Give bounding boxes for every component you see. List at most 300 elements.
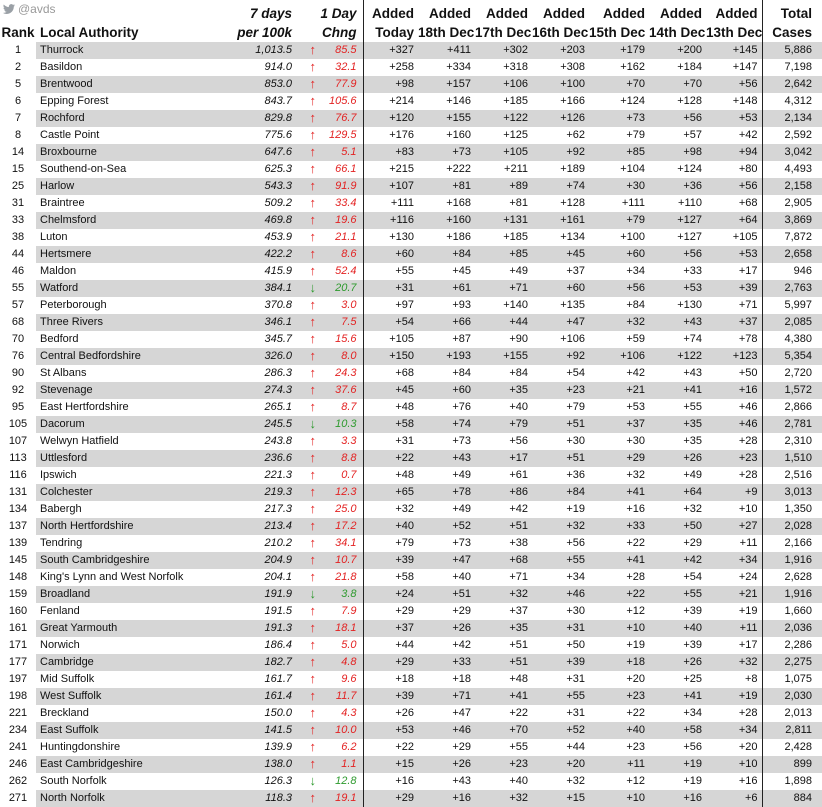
- rate-cell: 509.2: [264, 197, 292, 209]
- added-cell: +127: [649, 212, 706, 229]
- arrow-up-icon: [298, 195, 318, 212]
- up-arrow-icon: ↑: [309, 552, 316, 567]
- added-cell: +11: [589, 756, 649, 773]
- added-cell: +23: [706, 450, 762, 467]
- table-row: [0, 773, 822, 790]
- added-cell: +84: [509, 367, 528, 379]
- table-row: [0, 127, 822, 144]
- header-total-line1: Total: [762, 0, 822, 22]
- up-arrow-icon: ↑: [309, 263, 316, 278]
- added-cell: +15: [532, 790, 589, 807]
- added-cell: +71: [509, 571, 528, 583]
- added-cell: +50: [649, 518, 706, 535]
- added-cell: +80: [738, 163, 758, 175]
- added-cell: +16: [626, 503, 645, 515]
- header-added-today-line1: Added: [363, 0, 418, 22]
- added-cell: +60: [532, 280, 589, 297]
- added-cell: +29: [363, 790, 418, 807]
- total-cases-cell: 1,660: [762, 603, 822, 620]
- rank-cell: 14: [11, 146, 25, 158]
- change-cell: 66.1: [335, 163, 357, 175]
- authority-name-cell: Great Yarmouth: [36, 620, 216, 637]
- added-cell: +50: [738, 367, 758, 379]
- rate-cell: 217.3: [264, 503, 292, 515]
- arrow-up-icon: [298, 654, 318, 671]
- authority-name-cell: Stevenage: [36, 382, 216, 399]
- change-cell: 4.3: [341, 707, 357, 719]
- header-added-14dec-line1: Added: [660, 6, 702, 21]
- total-cases-cell: 5,354: [762, 348, 822, 365]
- change-cell: 19.6: [318, 212, 363, 229]
- rate-cell: 141.5: [216, 722, 298, 739]
- added-cell: +51: [475, 518, 532, 535]
- authority-name-cell: Brentwood: [36, 76, 216, 93]
- change-cell: 34.1: [335, 537, 357, 549]
- down-arrow-icon: ↓: [309, 586, 316, 601]
- added-cell: +81: [509, 197, 528, 209]
- added-cell: +46: [706, 416, 762, 433]
- added-cell: +16: [418, 790, 475, 807]
- rank-cell: 197: [8, 673, 28, 685]
- up-arrow-icon: ↑: [309, 535, 316, 550]
- total-cases-cell: 3,013: [762, 484, 822, 501]
- added-cell: +39: [683, 605, 702, 617]
- table-row: [0, 654, 822, 671]
- table-row: [0, 586, 822, 603]
- total-cases-cell: 2,158: [762, 178, 822, 195]
- total-cases-cell: 3,042: [762, 144, 822, 161]
- added-cell: +161: [532, 212, 589, 229]
- total-cases-cell: 1,898: [762, 773, 822, 790]
- added-cell: +53: [363, 722, 418, 739]
- rank-cell: 241: [8, 741, 28, 753]
- added-cell: +49: [509, 265, 528, 277]
- up-arrow-icon: ↑: [309, 518, 316, 533]
- added-cell: +124: [677, 163, 702, 175]
- added-cell: +105: [475, 144, 532, 161]
- added-cell: +16: [738, 775, 758, 787]
- up-arrow-icon: ↑: [309, 297, 316, 312]
- added-cell: +19: [649, 756, 706, 773]
- table-row: [0, 518, 822, 535]
- added-cell: +20: [738, 741, 758, 753]
- authority-name-cell: Castle Point: [40, 129, 100, 141]
- table-row: [0, 144, 822, 161]
- added-cell: +166: [560, 95, 585, 107]
- change-cell: 3.3: [341, 435, 357, 447]
- added-cell: +16: [706, 382, 762, 399]
- change-cell: 8.8: [318, 450, 363, 467]
- twitter-handle: [2, 2, 56, 16]
- added-cell: +55: [509, 741, 528, 753]
- added-cell: +140: [503, 299, 528, 311]
- added-cell: +150: [363, 348, 418, 365]
- table-row: [0, 620, 822, 637]
- up-arrow-icon: ↑: [309, 144, 316, 159]
- added-cell: +74: [683, 333, 702, 345]
- change-cell: 11.7: [318, 688, 363, 705]
- arrow-up-icon: [298, 603, 318, 620]
- authority-name-cell: Bedford: [40, 333, 79, 345]
- table-row: [0, 195, 822, 212]
- added-cell: +106: [560, 333, 585, 345]
- added-cell: +61: [418, 280, 475, 297]
- authority-name-cell: East Cambridgeshire: [36, 756, 216, 773]
- added-cell: +31: [363, 433, 418, 450]
- rank-cell: 7: [14, 112, 22, 124]
- added-cell: +52: [418, 518, 475, 535]
- added-cell: +110: [678, 197, 702, 209]
- added-cell: +40: [649, 620, 706, 637]
- table-row: [0, 637, 822, 654]
- added-cell: +33: [589, 518, 649, 535]
- rank-cell: 38: [11, 231, 25, 243]
- added-cell: +47: [452, 707, 471, 719]
- table-row: [0, 161, 822, 178]
- added-cell: +98: [649, 144, 706, 161]
- rate-cell: 182.7: [216, 654, 298, 671]
- added-cell: +11: [739, 537, 758, 549]
- rank-cell: 271: [8, 792, 28, 804]
- added-cell: +56: [683, 741, 702, 753]
- header-added-16dec-line1: Added: [543, 6, 585, 21]
- authority-name-cell: Thurrock: [36, 42, 216, 59]
- change-cell: 7.5: [318, 314, 363, 331]
- up-arrow-icon: ↑: [309, 654, 316, 669]
- total-cases-cell: 1,916: [762, 552, 822, 569]
- added-cell: +71: [418, 688, 475, 705]
- rate-cell: 384.1: [216, 280, 298, 297]
- added-cell: +17: [738, 639, 758, 651]
- rate-cell: 150.0: [264, 707, 292, 719]
- header-rate-line1: 7 days: [249, 6, 292, 21]
- rate-cell: 126.3: [264, 775, 292, 787]
- total-cases-cell: 1,075: [762, 671, 822, 688]
- authority-name-cell: Fenland: [40, 605, 80, 617]
- rank-cell: 159: [8, 588, 28, 600]
- change-cell: 10.7: [318, 552, 363, 569]
- added-cell: +34: [706, 552, 762, 569]
- total-cases-cell: 2,811: [762, 722, 822, 739]
- added-cell: +29: [452, 741, 471, 753]
- rate-cell: 469.8: [216, 212, 298, 229]
- added-cell: +155: [418, 110, 475, 127]
- rank-cell: 105: [8, 418, 28, 430]
- added-cell: +22: [626, 537, 645, 549]
- table-row: [0, 178, 822, 195]
- up-arrow-icon: ↑: [309, 450, 316, 465]
- added-cell: +46: [738, 401, 758, 413]
- added-cell: +185: [503, 95, 528, 107]
- table-row: [0, 42, 822, 59]
- added-cell: +56: [589, 280, 649, 297]
- added-cell: +24: [738, 571, 758, 583]
- added-cell: +17: [738, 265, 758, 277]
- added-cell: +147: [732, 61, 758, 73]
- change-cell: 17.2: [318, 518, 363, 535]
- added-cell: +93: [452, 299, 471, 311]
- authority-name-cell: Peterborough: [40, 299, 107, 311]
- up-arrow-icon: ↑: [309, 501, 316, 516]
- added-cell: +55: [532, 688, 589, 705]
- authority-name-cell: South Cambridgeshire: [36, 552, 216, 569]
- arrow-up-icon: [298, 93, 318, 110]
- total-cases-cell: 2,134: [762, 110, 822, 127]
- rank-cell: 15: [11, 163, 25, 175]
- added-cell: +41: [475, 688, 532, 705]
- total-cases-cell: 2,030: [762, 688, 822, 705]
- header-total: Cases: [762, 22, 822, 42]
- change-cell: 18.1: [318, 620, 363, 637]
- rate-cell: 219.3: [216, 484, 298, 501]
- added-cell: +86: [475, 484, 532, 501]
- added-cell: +39: [532, 654, 589, 671]
- added-cell: +55: [363, 263, 418, 280]
- added-cell: +97: [363, 297, 418, 314]
- rank-cell: 139: [8, 537, 28, 549]
- added-cell: +30: [566, 605, 585, 617]
- change-cell: 76.7: [318, 110, 363, 127]
- rank-cell: 221: [8, 707, 28, 719]
- added-cell: +18: [452, 673, 471, 685]
- rank-cell: 116: [9, 469, 27, 481]
- authority-name-cell: Harlow: [36, 178, 216, 195]
- authority-name-cell: North Hertfordshire: [36, 518, 216, 535]
- added-cell: +44: [475, 314, 532, 331]
- added-cell: +76: [452, 401, 471, 413]
- table-row: [0, 314, 822, 331]
- added-cell: +128: [560, 197, 585, 209]
- added-cell: +29: [363, 603, 418, 620]
- added-cell: +146: [446, 95, 471, 107]
- down-arrow-icon: ↓: [309, 416, 316, 431]
- added-cell: +25: [683, 673, 702, 685]
- rate-cell: 843.7: [264, 95, 292, 107]
- added-cell: +43: [452, 775, 471, 787]
- arrow-up-icon: [298, 331, 318, 348]
- added-cell: +10: [738, 503, 758, 515]
- header-chg-line1: 1 Day: [320, 6, 357, 21]
- added-cell: +127: [677, 231, 702, 243]
- rank-cell: 198: [8, 690, 28, 702]
- rate-cell: 346.1: [216, 314, 298, 331]
- up-arrow-icon: ↑: [309, 246, 316, 261]
- down-arrow-icon: ↓: [309, 773, 316, 788]
- up-arrow-icon: ↑: [309, 212, 316, 227]
- authority-name-cell: Mid Suffolk: [40, 673, 95, 685]
- added-cell: +70: [475, 722, 532, 739]
- added-cell: +9: [706, 484, 762, 501]
- total-cases-cell: 2,592: [762, 127, 822, 144]
- added-cell: +19: [738, 605, 758, 617]
- arrow-up-icon: [298, 42, 318, 59]
- added-cell: +40: [363, 518, 418, 535]
- table-row: [0, 110, 822, 127]
- added-cell: +29: [452, 605, 471, 617]
- change-cell: 77.9: [318, 76, 363, 93]
- added-cell: +32: [363, 501, 418, 518]
- added-cell: +18: [589, 654, 649, 671]
- added-cell: +78: [738, 333, 758, 345]
- added-cell: +68: [738, 197, 758, 209]
- up-arrow-icon: ↑: [309, 756, 316, 771]
- table-row: [0, 331, 822, 348]
- added-cell: +42: [738, 129, 758, 141]
- added-cell: +51: [418, 586, 475, 603]
- authority-name-cell: Ipswich: [40, 469, 77, 481]
- added-cell: +65: [363, 484, 418, 501]
- change-cell: 6.2: [341, 741, 357, 753]
- arrow-up-icon: [298, 127, 318, 144]
- rate-cell: 453.9: [264, 231, 292, 243]
- total-cases-cell: 2,866: [762, 399, 822, 416]
- rate-cell: 243.8: [264, 435, 292, 447]
- rate-cell: 265.1: [264, 401, 292, 413]
- authority-name-cell: Norwich: [40, 639, 80, 651]
- table-row: [0, 246, 822, 263]
- total-cases-cell: 2,720: [762, 365, 822, 382]
- rank-cell: 160: [8, 605, 28, 617]
- total-cases-cell: 2,275: [762, 654, 822, 671]
- added-cell: +53: [706, 110, 762, 127]
- authority-name-cell: Huntingdonshire: [40, 741, 121, 753]
- change-cell: 1.1: [318, 756, 363, 773]
- added-cell: +123: [706, 348, 762, 365]
- arrow-down-icon: [298, 416, 318, 433]
- added-cell: +122: [475, 110, 532, 127]
- added-cell: +12: [626, 605, 645, 617]
- rate-cell: 286.3: [264, 367, 292, 379]
- added-cell: +70: [649, 76, 706, 93]
- added-cell: +24: [363, 586, 418, 603]
- added-cell: +60: [418, 382, 475, 399]
- added-cell: +105: [363, 331, 418, 348]
- added-cell: +51: [532, 416, 589, 433]
- added-cell: +45: [363, 382, 418, 399]
- rate-cell: 647.6: [216, 144, 298, 161]
- added-cell: +51: [509, 639, 528, 651]
- authority-name-cell: Luton: [40, 231, 68, 243]
- rank-cell: 131: [8, 486, 28, 498]
- added-cell: +19: [626, 639, 645, 651]
- added-cell: +39: [363, 688, 418, 705]
- added-cell: +54: [566, 367, 585, 379]
- total-cases-cell: 7,198: [762, 59, 822, 76]
- rank-cell: 25: [11, 180, 25, 192]
- added-cell: +145: [706, 42, 762, 59]
- added-cell: +53: [649, 280, 706, 297]
- total-cases-cell: 2,628: [762, 569, 822, 586]
- added-cell: +84: [452, 367, 471, 379]
- added-cell: +54: [363, 314, 418, 331]
- header-added-16dec: 16th Dec: [532, 24, 589, 40]
- added-cell: +48: [363, 399, 418, 416]
- up-arrow-icon: ↑: [309, 76, 316, 91]
- added-cell: +318: [503, 61, 528, 73]
- added-cell: +98: [363, 76, 418, 93]
- added-cell: +92: [532, 348, 589, 365]
- added-cell: +33: [683, 265, 702, 277]
- added-cell: +56: [566, 537, 585, 549]
- rank-cell: 107: [8, 435, 28, 447]
- total-cases-cell: 2,028: [762, 518, 822, 535]
- table-row: [0, 535, 822, 552]
- arrow-up-icon: [298, 59, 318, 76]
- up-arrow-icon: ↑: [309, 161, 316, 176]
- arrow-up-icon: [298, 620, 318, 637]
- rate-cell: 326.0: [216, 348, 298, 365]
- added-cell: +28: [738, 469, 758, 481]
- total-cases-cell: 2,036: [762, 620, 822, 637]
- up-arrow-icon: ↑: [309, 93, 316, 108]
- added-cell: +90: [509, 333, 528, 345]
- total-cases-cell: 2,905: [762, 195, 822, 212]
- table-row: [0, 705, 822, 722]
- total-cases-cell: 2,085: [762, 314, 822, 331]
- arrow-up-icon: [298, 178, 318, 195]
- rank-cell: 55: [11, 282, 25, 294]
- added-cell: +73: [452, 537, 471, 549]
- table-row: [0, 739, 822, 756]
- table-row: [0, 688, 822, 705]
- table-row: [0, 76, 822, 93]
- added-cell: +42: [626, 367, 645, 379]
- added-cell: +20: [626, 673, 645, 685]
- total-cases-cell: 946: [762, 263, 822, 280]
- rate-cell: 853.0: [216, 76, 298, 93]
- added-cell: +308: [560, 61, 585, 73]
- added-cell: +26: [418, 620, 475, 637]
- change-cell: 8.0: [318, 348, 363, 365]
- total-cases-cell: 2,658: [762, 246, 822, 263]
- added-cell: +46: [418, 722, 475, 739]
- added-cell: +41: [649, 688, 706, 705]
- authority-name-cell: King's Lynn and West Norfolk: [40, 571, 184, 583]
- authority-name-cell: Basildon: [40, 61, 83, 73]
- added-cell: +79: [475, 416, 532, 433]
- change-cell: 24.3: [335, 367, 357, 379]
- rate-cell: 139.9: [264, 741, 292, 753]
- added-cell: +81: [418, 178, 475, 195]
- added-cell: +52: [532, 722, 589, 739]
- arrow-up-icon: [298, 569, 318, 586]
- change-cell: 33.4: [335, 197, 357, 209]
- added-cell: +30: [589, 178, 649, 195]
- arrow-up-icon: [298, 535, 318, 552]
- added-cell: +10: [589, 620, 649, 637]
- arrow-up-icon: [298, 756, 318, 773]
- rate-cell: 422.2: [216, 246, 298, 263]
- arrow-up-icon: [298, 297, 318, 314]
- authority-name-cell: Broadland: [36, 586, 216, 603]
- added-cell: +130: [363, 229, 418, 246]
- added-cell: +26: [649, 654, 706, 671]
- added-cell: +49: [683, 469, 702, 481]
- rank-cell: 5: [14, 78, 22, 90]
- added-cell: +30: [566, 435, 585, 447]
- added-cell: +55: [649, 586, 706, 603]
- added-cell: +55: [532, 552, 589, 569]
- rank-cell: 92: [11, 384, 25, 396]
- table-row: [0, 552, 822, 569]
- authority-name-cell: Three Rivers: [36, 314, 216, 331]
- authority-name-cell: Watford: [36, 280, 216, 297]
- table-row: [0, 501, 822, 518]
- added-cell: +26: [363, 705, 418, 722]
- table-row: [0, 671, 822, 688]
- added-cell: +34: [683, 707, 702, 719]
- total-cases-cell: 2,013: [762, 705, 822, 722]
